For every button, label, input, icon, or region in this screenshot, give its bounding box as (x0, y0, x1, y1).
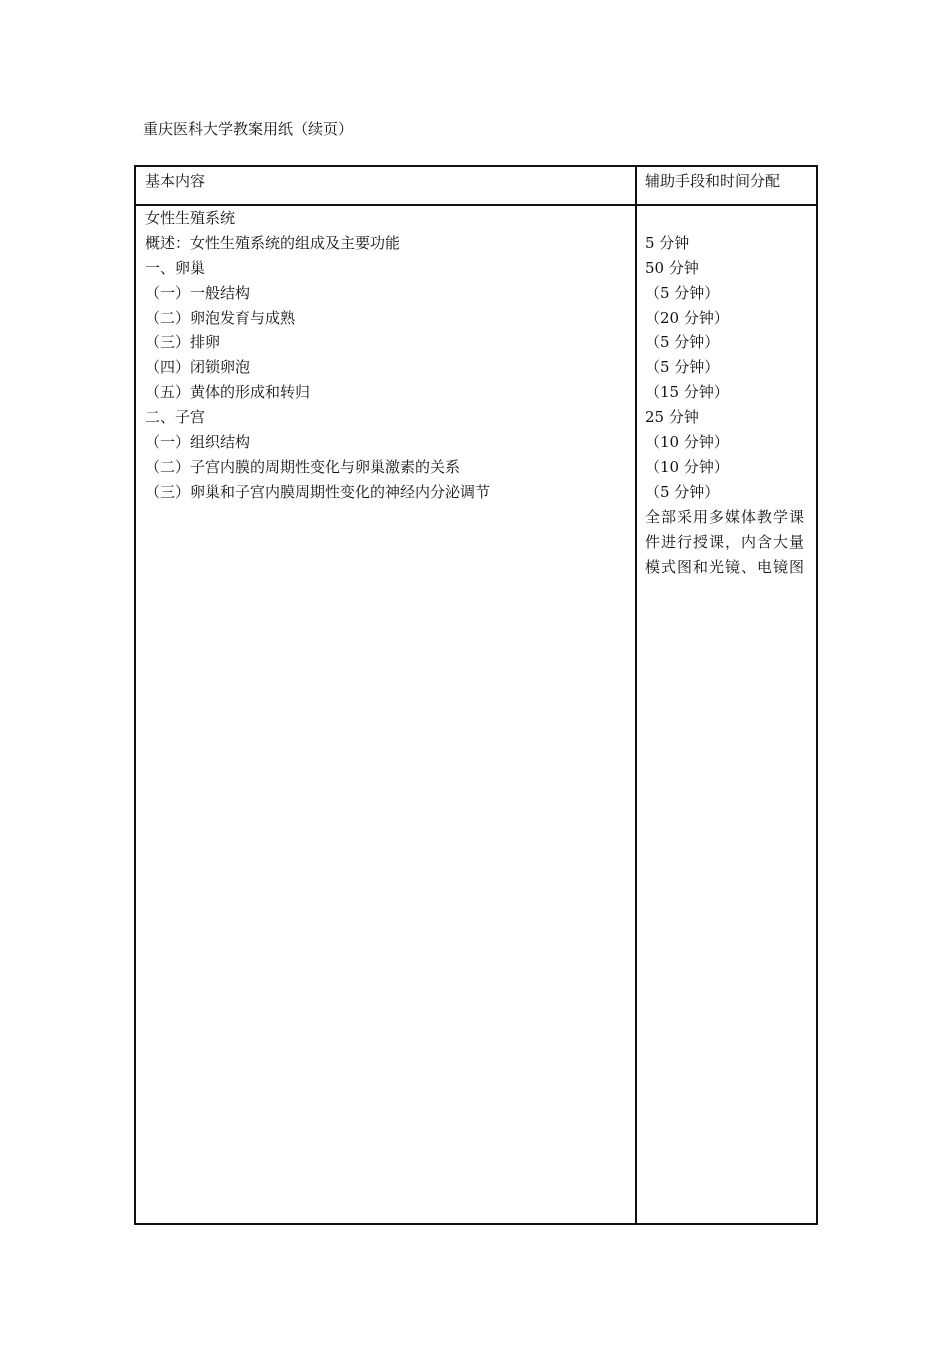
content-line: 一、卵巢 (145, 258, 206, 277)
time-line: （5 分钟） (645, 482, 720, 501)
time-line: （5 分钟） (645, 358, 720, 377)
lesson-plan-table (134, 165, 818, 1225)
content-line: （三）卵巢和子宫内膜周期性变化的神经内分泌调节 (145, 482, 491, 501)
column-header-aids-time: 辅助手段和时间分配 (645, 172, 781, 190)
content-line: （一）组织结构 (145, 433, 251, 452)
content-line: 二、子宫 (145, 408, 206, 427)
content-line: （四）闭锁卵泡 (145, 358, 251, 377)
column-header-content: 基本内容 (145, 172, 206, 190)
time-line: 5 分钟 (645, 233, 690, 252)
content-column (145, 206, 625, 505)
content-line: （三）排卵 (145, 333, 221, 352)
content-line: （一）一般结构 (145, 283, 251, 302)
content-line: （五）黄体的形成和转归 (145, 383, 311, 402)
time-line: 25 分钟 (645, 408, 699, 427)
teaching-aids-note: 全部采用多媒体教学课件进行授课，内含大量模式图和光镜、电镜图 (645, 507, 806, 576)
time-line: （10 分钟） (645, 433, 729, 452)
time-line: （5 分钟） (645, 283, 720, 302)
column-divider (635, 167, 637, 1223)
content-line: 概述：女性生殖系统的组成及主要功能 (145, 233, 401, 252)
page-header-title: 重庆医科大学教案用纸（续页） (143, 120, 354, 138)
content-line: 女性生殖系统 (145, 209, 236, 227)
time-line: 50 分钟 (645, 258, 699, 277)
time-line: （5 分钟） (645, 333, 720, 352)
time-line: （10 分钟） (645, 457, 729, 476)
aids-time-column (645, 206, 811, 579)
content-line: （二）卵泡发育与成熟 (145, 308, 296, 327)
content-line: （二）子宫内膜的周期性变化与卵巢激素的关系 (145, 457, 461, 476)
time-line: （20 分钟） (645, 308, 729, 327)
time-line (645, 206, 811, 231)
time-line: （15 分钟） (645, 383, 729, 402)
